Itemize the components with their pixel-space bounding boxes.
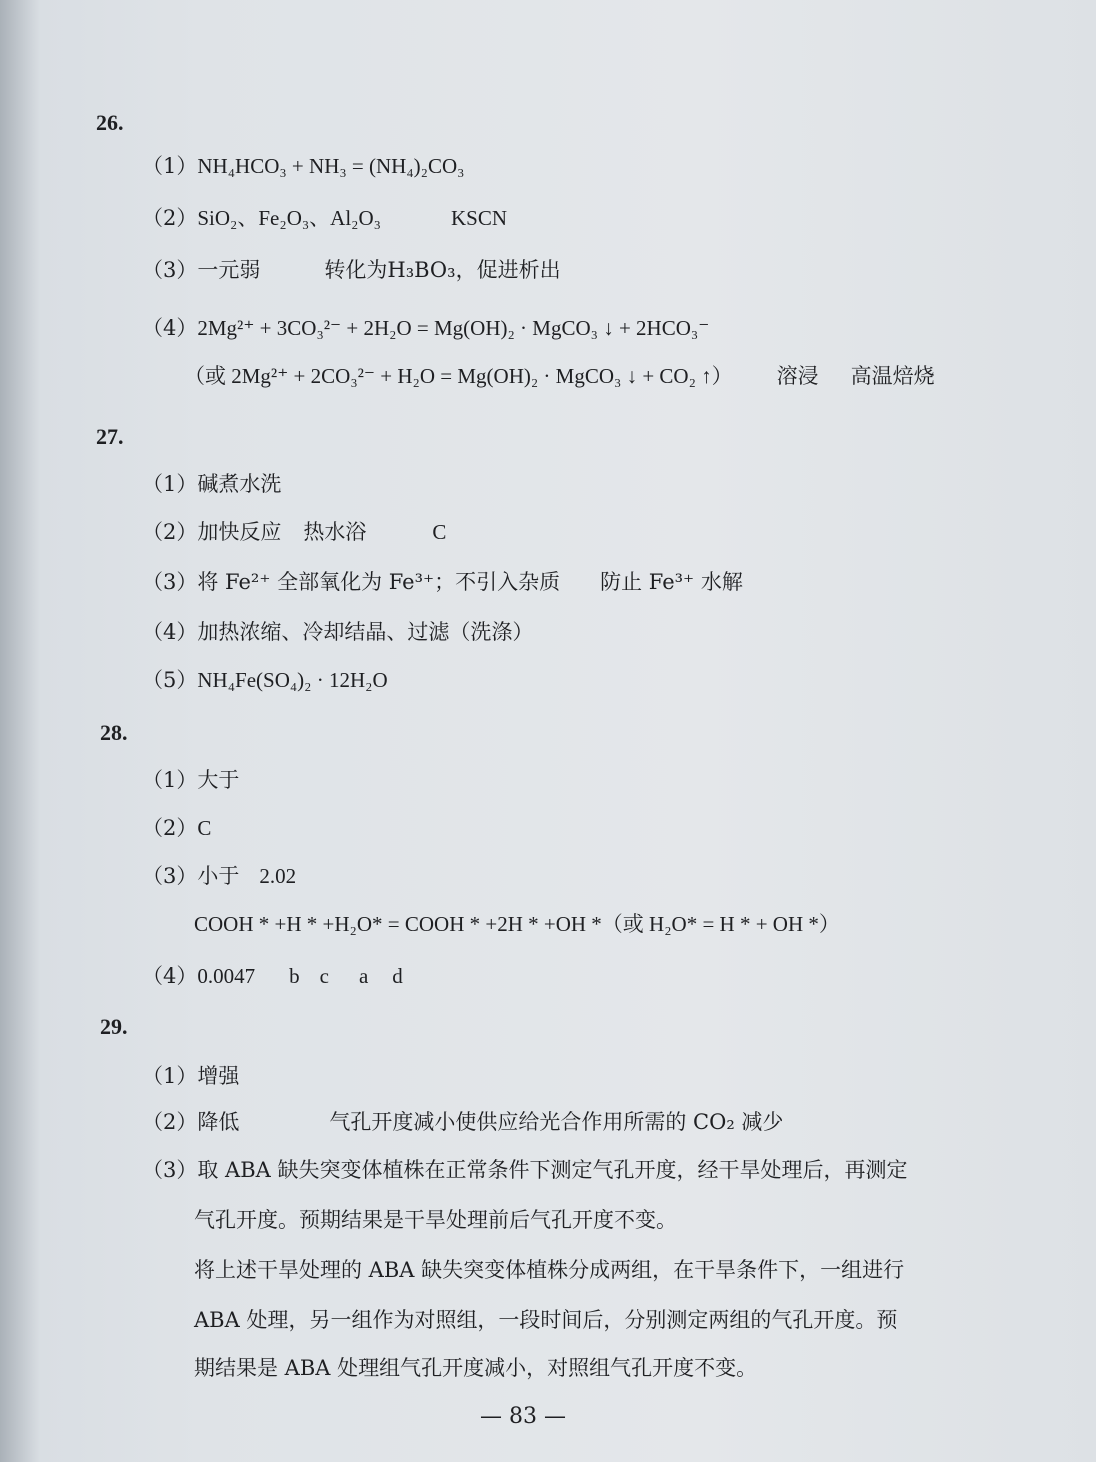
q28-item-4-value: 0.0047 [197,964,256,988]
q29-item-2-label: （2） [142,1110,198,1134]
q26-item-2-label: （2） [142,206,198,230]
q28-item-4-b: b [289,964,300,988]
q28-item-1 [142,766,239,794]
q27-item-2-text3: C [432,520,447,544]
q29-item-3-label: （3） [142,1158,198,1182]
q27-item-1-text: 碱煮水洗 [197,472,282,496]
question-27-number: 27. [96,424,124,449]
q27-item-5 [142,666,388,694]
q26-item-1-text: NH₄HCO₃ + NH₃ = (NH₄)₂CO₃ [197,154,465,178]
q27-item-4-label: （4） [142,620,198,644]
q29-item-2 [142,1108,783,1136]
q28-item-3-text: 小于 [197,864,240,888]
q26-item-3-label: （3） [142,258,198,282]
q29-item-3-line-1 [142,1156,908,1184]
q29-item-1-label: （1） [142,1064,198,1088]
q27-item-5-label: （5） [142,668,198,692]
q26-item-2-reagent: KSCN [451,206,508,230]
q27-item-3-text2: 防止 Fe³⁺ 水解 [600,570,743,594]
q29-item-3-line-4: ABA 处理，另一组作为对照组，一段时间后，分别测定两组的气孔开度。预 [194,1308,898,1332]
q27-item-1-label: （1） [142,472,198,496]
q27-item-1 [142,470,281,498]
q28-item-4-c: c [319,964,329,988]
q26-item-4b-text2: 溶浸 [776,364,819,388]
q29-item-3-line-1-text: 取 ABA 缺失突变体植株在正常条件下测定气孔开度，经干旱处理后，再测定 [197,1158,908,1182]
q26-item-4b-text3: 高温焙烧 [850,364,935,388]
q26-item-4-label: （4） [142,316,198,340]
q26-item-4-equation: 2Mg²⁺ + 3CO₃²⁻ + 2H₂O = Mg(OH)₂ · MgCO₃ ↓ + 2HCO₃⁻ [197,316,710,340]
q27-item-4 [142,618,533,646]
q28-item-3b-equation: COOH * +H * +H₂O* = COOH * +2H * +OH *（或 H₂O* = H * + OH *） [194,912,840,936]
q28-item-2 [142,814,211,842]
q28-item-1-text: 大于 [197,768,240,792]
q26-item-1-label: （1） [142,154,198,178]
q28-item-4-label: （4） [142,964,198,988]
q28-item-3b [194,910,840,938]
q29-item-3-line-3: 将上述干旱处理的 ABA 缺失突变体植株分成两组，在干旱条件下，一组进行 [194,1258,905,1282]
q26-item-2 [142,204,507,232]
q29-item-1 [142,1062,239,1090]
q29-item-2-text2: 气孔开度减小使供应给光合作用所需的 CO₂ 减少 [329,1110,784,1134]
q28-item-2-text: C [197,816,212,840]
q27-item-4-text: 加热浓缩、冷却结晶、过滤（洗涤） [197,620,534,644]
q28-item-3-value: 2.02 [259,864,297,888]
q29-item-1-text: 增强 [197,1064,240,1088]
q27-item-2 [142,518,446,546]
q26-item-3 [142,256,561,284]
q26-item-3-text: 一元弱 [197,258,261,282]
q28-item-4-a: a [358,964,369,988]
q27-item-3 [142,568,743,596]
q29-item-3-line-5: 期结果是 ABA 处理组气孔开度减小，对照组气孔开度不变。 [194,1356,758,1380]
q28-item-4-d: d [392,964,403,988]
q26-item-2-text: SiO₂、Fe₂O₃、Al₂O₃ [197,206,381,230]
q28-item-3-label: （3） [142,864,198,888]
q26-item-4b [184,362,935,390]
q27-item-2-text2: 热水浴 [303,520,367,544]
q26-item-4b-equation: （或 2Mg²⁺ + 2CO₃²⁻ + H₂O = Mg(OH)₂ · MgCO₃ ↓ + CO₂ ↑） [184,364,733,388]
question-26-number: 26. [96,110,124,135]
q27-item-3-label: （3） [142,570,198,594]
q27-item-3-text: 将 Fe²⁺ 全部氧化为 Fe³⁺；不引入杂质 [197,570,561,594]
q29-item-2-text: 降低 [197,1110,240,1134]
q26-item-4 [142,314,709,342]
question-28-number: 28. [100,720,128,745]
question-29-number: 29. [100,1014,128,1039]
q26-item-3-text2: 转化为H₃BO₃，促进析出 [324,258,561,282]
q29-item-3-line-2: 气孔开度。预期结果是干旱处理前后气孔开度不变。 [194,1208,677,1232]
page-number: — 83 — [480,1404,566,1429]
q28-item-1-label: （1） [142,768,198,792]
q27-item-2-label: （2） [142,520,198,544]
q28-item-2-label: （2） [142,816,198,840]
q28-item-4 [142,962,403,990]
q27-item-5-text: NH₄Fe(SO₄)₂ · 12H₂O [197,668,388,692]
q26-item-1 [142,152,464,180]
q27-item-2-text: 加快反应 [197,520,282,544]
q28-item-3 [142,862,296,890]
